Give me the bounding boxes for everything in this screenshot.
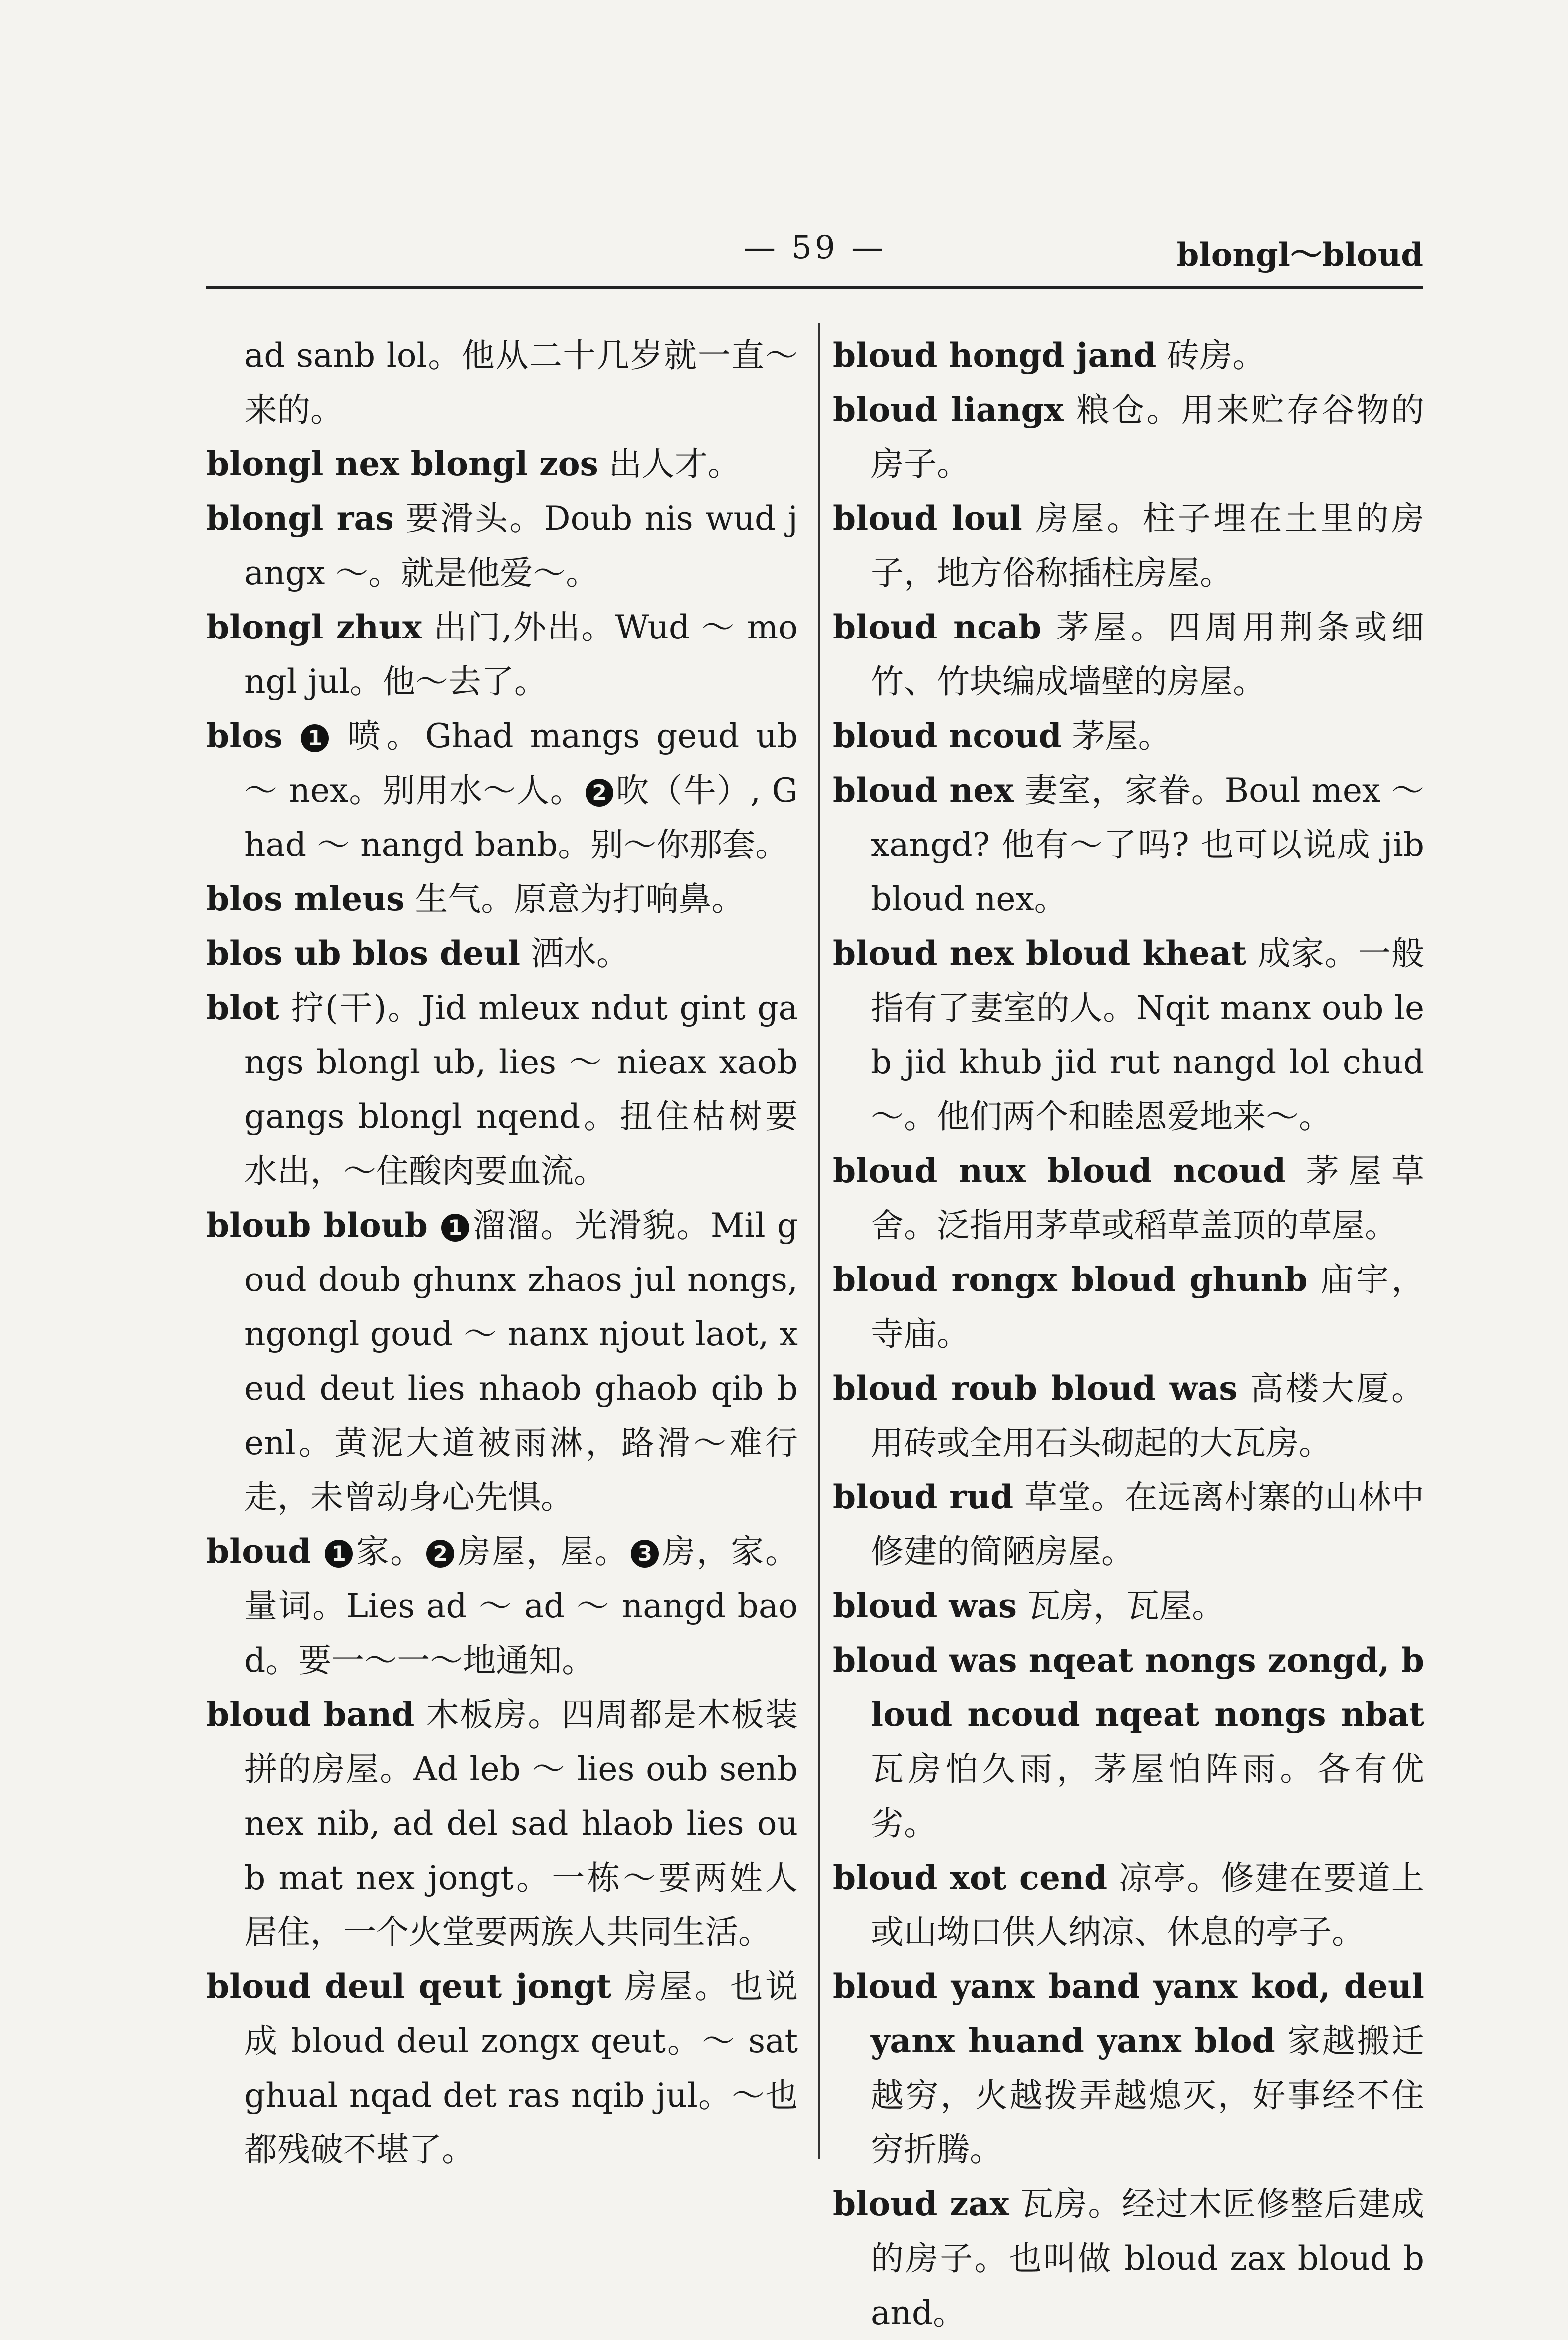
dictionary-entry bbox=[833, 1253, 1424, 1361]
sense-number-badge: 1 bbox=[325, 1540, 353, 1568]
entry-definition: 瓦房。经过木匠修整后建成的房子。也叫做 bloud zax bloud band。 bbox=[871, 2185, 1424, 2332]
entry-headword: blot bbox=[206, 988, 279, 1027]
entry-definition: 房，家。量词。Lies ad ～ ad ～ nangd baod。要一～一～地通知。 bbox=[244, 1532, 798, 1680]
entry-definition: 草堂。在远离村寨的山林中修建的简陋房屋。 bbox=[871, 1478, 1424, 1571]
column-divider bbox=[818, 323, 820, 2159]
entry-headword: bloud xot cend bbox=[833, 1858, 1108, 1897]
entry-headword: bloub bloub bbox=[206, 1206, 428, 1245]
entry-definition: 高楼大厦。用砖或全用石头砌起的大瓦房。 bbox=[871, 1369, 1424, 1462]
entry-headword: blos mleus bbox=[206, 879, 405, 918]
dictionary-entry bbox=[206, 1524, 798, 1688]
header-rule bbox=[206, 286, 1423, 289]
entry-headword: bloud was bbox=[833, 1586, 1017, 1625]
entry-headword: bloud loul bbox=[833, 499, 1022, 538]
entry-headword: bloud yanx band yanx kod, deul yanx huand yanx blod bbox=[833, 1967, 1424, 2060]
left-column bbox=[206, 328, 798, 2177]
dictionary-entry bbox=[833, 491, 1424, 600]
entry-definition: 家越搬迁越穷，火越拨弄越熄灭，好事经不住穷折腾。 bbox=[871, 2022, 1425, 2169]
entry-definition: ad sanb lol。他从二十几岁就一直～来的。 bbox=[244, 336, 798, 429]
entry-headword: bloud nux bloud ncoud bbox=[833, 1151, 1286, 1190]
entry-definition: 家。 bbox=[355, 1532, 425, 1571]
dictionary-entry bbox=[833, 709, 1424, 763]
dictionary-entry bbox=[206, 491, 798, 600]
entry-definition: 生气。原意为打响鼻。 bbox=[404, 880, 745, 918]
entry-definition: 庙宇，寺庙。 bbox=[871, 1261, 1425, 1353]
sense-number-badge: 2 bbox=[586, 779, 613, 807]
entry-headword: bloud bbox=[206, 1532, 311, 1571]
dictionary-entry bbox=[833, 600, 1424, 709]
entry-definition: 粮仓。用来贮存谷物的房子。 bbox=[871, 391, 1424, 483]
entry-definition: 木板房。四周都是木板装拼的房屋。Ad leb ～ lies oub senb nex nib, ad del sad hlaob lies oub mat nex jongt。一栋～要两姓人居住，一个火堂要两族人共同生活。 bbox=[244, 1696, 798, 1951]
dictionary-entry bbox=[206, 872, 798, 926]
dictionary-entry bbox=[833, 763, 1424, 926]
sense-number-badge: 2 bbox=[426, 1540, 454, 1568]
entry-definition: 出门,外出。Wud ～ mongl jul。他～去了。 bbox=[244, 608, 798, 701]
entry-headword: bloud ncab bbox=[833, 608, 1042, 646]
entry-definition: 瓦房，瓦屋。 bbox=[1017, 1587, 1225, 1625]
entry-definition: 房屋。柱子埋在土里的房子，地方俗称插柱房屋。 bbox=[871, 499, 1424, 592]
sense-number-badge: 1 bbox=[441, 1214, 469, 1242]
entry-definition: 吹（牛）, Ghad ～ nangd banb。别～你那套。 bbox=[244, 771, 798, 864]
entry-definition: 茅屋草舍。泛指用茅草或稻草盖顶的草屋。 bbox=[871, 1152, 1424, 1245]
dictionary-entry bbox=[206, 926, 798, 981]
dictionary-entry bbox=[206, 600, 798, 709]
entry-headword: blos ub blos deul bbox=[206, 934, 521, 973]
dictionary-entry bbox=[833, 1851, 1424, 1959]
entry-definition: 成家。一般指有了妻室的人。Nqit manx oub leb jid khub jid rut nangd lol chud ～。他们两个和睦恩爱地来～。 bbox=[871, 934, 1424, 1136]
entry-definition: 房屋，屋。 bbox=[456, 1532, 629, 1571]
entry-headword: blongl nex blongl zos bbox=[206, 444, 598, 483]
dictionary-entry bbox=[833, 1361, 1424, 1470]
entry-definition: 洒水。 bbox=[520, 934, 630, 973]
entry-definition: 拧(干)。Jid mleux ndut gint gangs blongl ub, lies ～ nieax xaob gangs blongl nqend。扭住枯树要水出，～住酸肉要血流。 bbox=[244, 989, 798, 1190]
entry-headword: blos bbox=[206, 716, 283, 755]
entry-headword: bloud liangx bbox=[833, 390, 1064, 429]
dictionary-entry bbox=[833, 328, 1424, 383]
dictionary-entry bbox=[833, 1470, 1424, 1579]
entry-definition: 喷。Ghad mangs geud ub ～ nex。别用水～人。 bbox=[244, 717, 798, 810]
dictionary-entry bbox=[206, 437, 798, 491]
page-number: — 59 — bbox=[743, 229, 887, 266]
sense-number-badge: 1 bbox=[301, 724, 329, 752]
entry-headword: bloud nex bloud kheat bbox=[833, 934, 1247, 973]
entry-headword: blongl zhux bbox=[206, 608, 422, 646]
entry-definition: 要滑头。Doub nis wud jangx ～。就是他爱～。 bbox=[244, 499, 798, 592]
dictionary-entry bbox=[833, 383, 1424, 491]
entry-definition: 砖房。 bbox=[1156, 336, 1266, 375]
dictionary-entry bbox=[206, 328, 798, 437]
right-column bbox=[833, 328, 1424, 2340]
dictionary-entry bbox=[833, 1959, 1424, 2177]
dictionary-entry bbox=[833, 1633, 1424, 1851]
sense-number-badge: 3 bbox=[631, 1540, 659, 1568]
dictionary-entry bbox=[833, 2177, 1424, 2340]
page-header bbox=[206, 219, 1423, 279]
entry-definition: 茅屋。 bbox=[1061, 717, 1171, 755]
dictionary-entry bbox=[833, 926, 1424, 1144]
entry-headword: bloud hongd jand bbox=[833, 336, 1157, 375]
dictionary-entry bbox=[206, 1688, 798, 1959]
entry-definition: 凉亭。修建在要道上或山坳口供人纳凉、休息的亭子。 bbox=[871, 1859, 1424, 1951]
entry-headword: bloud deul qeut jongt bbox=[206, 1967, 612, 2006]
dictionary-entry bbox=[833, 1579, 1424, 1633]
entry-headword: bloud was nqeat nongs zongd, bloud ncoud nqeat nongs nbat bbox=[833, 1641, 1424, 1734]
entry-headword: bloud zax bbox=[833, 2184, 1009, 2223]
dictionary-entry bbox=[206, 1198, 798, 1524]
entry-definition: 溜溜。光滑貌。Mil goud doub ghunx zhaos jul nongs, ngongl goud ～ nanx njout laot, xeud deut lies nhaob ghaob qib benl。黄泥大道被雨淋，路滑～难行走，未曾动身心先惧。 bbox=[244, 1206, 798, 1516]
entry-headword: bloud rud bbox=[833, 1478, 1014, 1516]
entry-definition: 房屋。也说成 bloud deul zongx qeut。～ sat ghual nqad det ras nqib jul。～也都残破不堪了。 bbox=[244, 1967, 798, 2169]
entry-headword: bloud ncoud bbox=[833, 716, 1062, 755]
dictionary-entry bbox=[206, 709, 798, 872]
running-head: blongl～bloud bbox=[1176, 236, 1423, 274]
entry-headword: bloud roub bloud was bbox=[833, 1369, 1238, 1408]
entry-definition: 瓦房怕久雨，茅屋怕阵雨。各有优劣。 bbox=[871, 1750, 1424, 1843]
entry-headword: bloud band bbox=[206, 1695, 415, 1734]
entry-headword: bloud rongx bloud ghunb bbox=[833, 1260, 1308, 1299]
dictionary-entry bbox=[206, 1959, 798, 2177]
entry-headword: bloud nex bbox=[833, 771, 1014, 810]
entry-definition: 妻室，家眷。Boul mex ～ xangd? 他有～了吗? 也可以说成 jib bloud nex。 bbox=[871, 771, 1424, 918]
entry-definition: 出人才。 bbox=[598, 445, 741, 483]
entry-headword: blongl ras bbox=[206, 499, 394, 538]
dictionary-entry bbox=[833, 1144, 1424, 1253]
dictionary-entry bbox=[206, 981, 798, 1198]
entry-definition: 茅屋。四周用荆条或细竹、竹块编成墙壁的房屋。 bbox=[871, 608, 1424, 701]
